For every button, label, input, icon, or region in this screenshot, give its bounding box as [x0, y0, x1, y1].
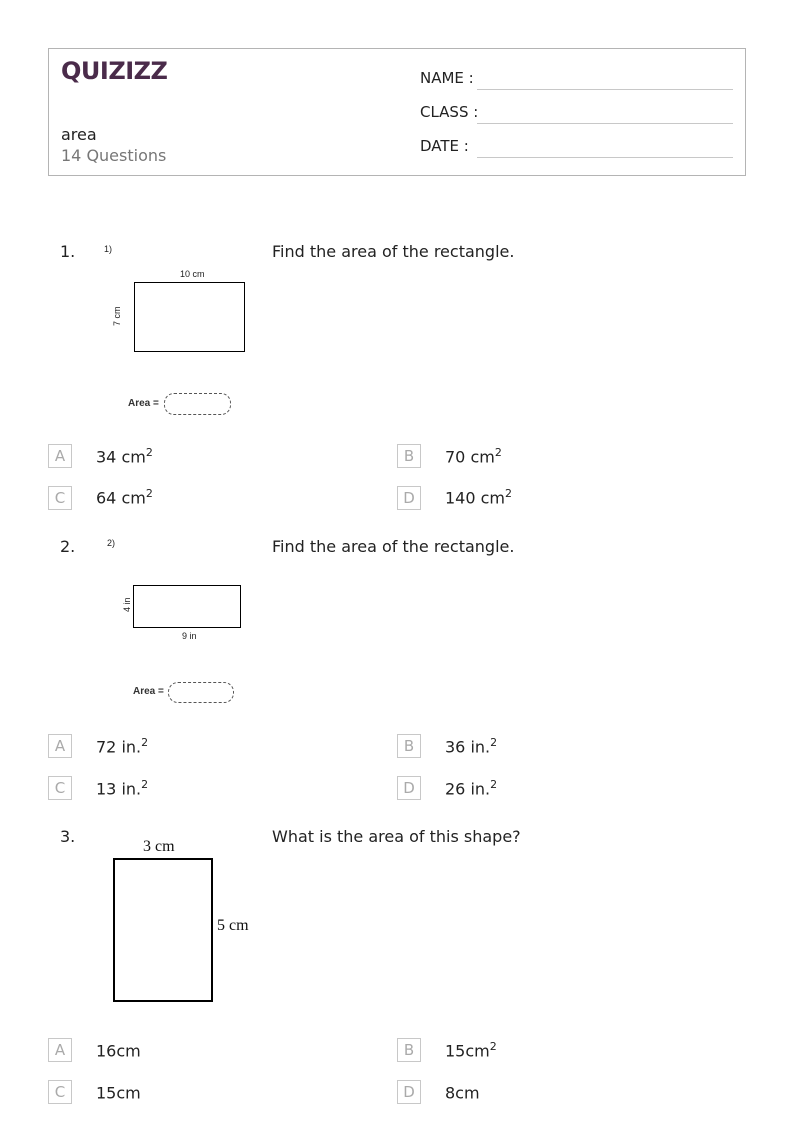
question-number: 1. — [60, 242, 76, 261]
option-b[interactable]: 36 in.$^2$ — [445, 736, 498, 757]
option-a[interactable]: 16cm — [96, 1041, 141, 1061]
area-answer-box — [168, 682, 234, 703]
question-text: Find the area of the rectangle. — [272, 242, 515, 261]
option-b[interactable]: $15cm^2$ — [445, 1040, 497, 1061]
option-letter-c[interactable]: C — [48, 1080, 72, 1104]
date-line[interactable] — [477, 157, 733, 158]
figure-top-label: 3 cm — [143, 838, 175, 855]
option-b[interactable]: 70 $cm^2$ — [445, 446, 502, 467]
option-letter-c[interactable]: C — [48, 486, 72, 510]
question-number: 2. — [60, 537, 76, 556]
option-letter-b[interactable]: B — [397, 444, 421, 468]
figure-side-label: 7 cm — [112, 306, 122, 326]
worksheet-header — [48, 48, 746, 176]
figure-top-label: 10 cm — [180, 269, 205, 279]
option-d[interactable]: 8cm — [445, 1083, 480, 1103]
option-letter-d[interactable]: D — [397, 486, 421, 510]
name-label: NAME : — [420, 69, 474, 87]
question-text: What is the area of this shape? — [272, 827, 521, 846]
quizizz-logo: QUIZIZZ — [61, 57, 168, 85]
option-c[interactable]: 15cm — [96, 1083, 141, 1103]
option-letter-a[interactable]: A — [48, 734, 72, 758]
figure-rectangle — [113, 858, 213, 1002]
figure-tag: 2) — [107, 538, 116, 548]
area-label: Area = — [128, 398, 159, 409]
question-count: 14 Questions — [61, 146, 167, 165]
option-letter-a[interactable]: A — [48, 444, 72, 468]
option-letter-b[interactable]: B — [397, 1038, 421, 1062]
worksheet-title: area — [61, 125, 97, 144]
option-letter-d[interactable]: D — [397, 1080, 421, 1104]
option-d[interactable]: 26 in.$^2$ — [445, 778, 498, 799]
figure-rectangle — [134, 282, 245, 352]
figure-rectangle — [133, 585, 241, 628]
class-line[interactable] — [477, 123, 733, 124]
option-letter-a[interactable]: A — [48, 1038, 72, 1062]
figure-tag: 1) — [104, 244, 113, 254]
question-number: 3. — [60, 827, 76, 846]
question-text: Find the area of the rectangle. — [272, 537, 515, 556]
figure-bottom-label: 9 in — [182, 631, 197, 641]
option-c[interactable]: 64 $cm^2$ — [96, 487, 153, 508]
option-a[interactable]: 72 in.$^2$ — [96, 736, 149, 757]
option-letter-d[interactable]: D — [397, 776, 421, 800]
figure-side-label: 5 cm — [217, 917, 249, 934]
option-c[interactable]: 13 in.$^2$ — [96, 778, 149, 799]
area-answer-box — [164, 393, 231, 415]
date-label: DATE : — [420, 137, 469, 155]
area-label: Area = — [133, 686, 164, 697]
class-label: CLASS : — [420, 103, 479, 121]
option-letter-b[interactable]: B — [397, 734, 421, 758]
option-a[interactable]: 34 $cm^2$ — [96, 446, 153, 467]
option-d[interactable]: 140 $cm^2$ — [445, 487, 513, 508]
name-line[interactable] — [477, 89, 733, 90]
option-letter-c[interactable]: C — [48, 776, 72, 800]
figure-side-label: 4 in — [122, 597, 132, 612]
